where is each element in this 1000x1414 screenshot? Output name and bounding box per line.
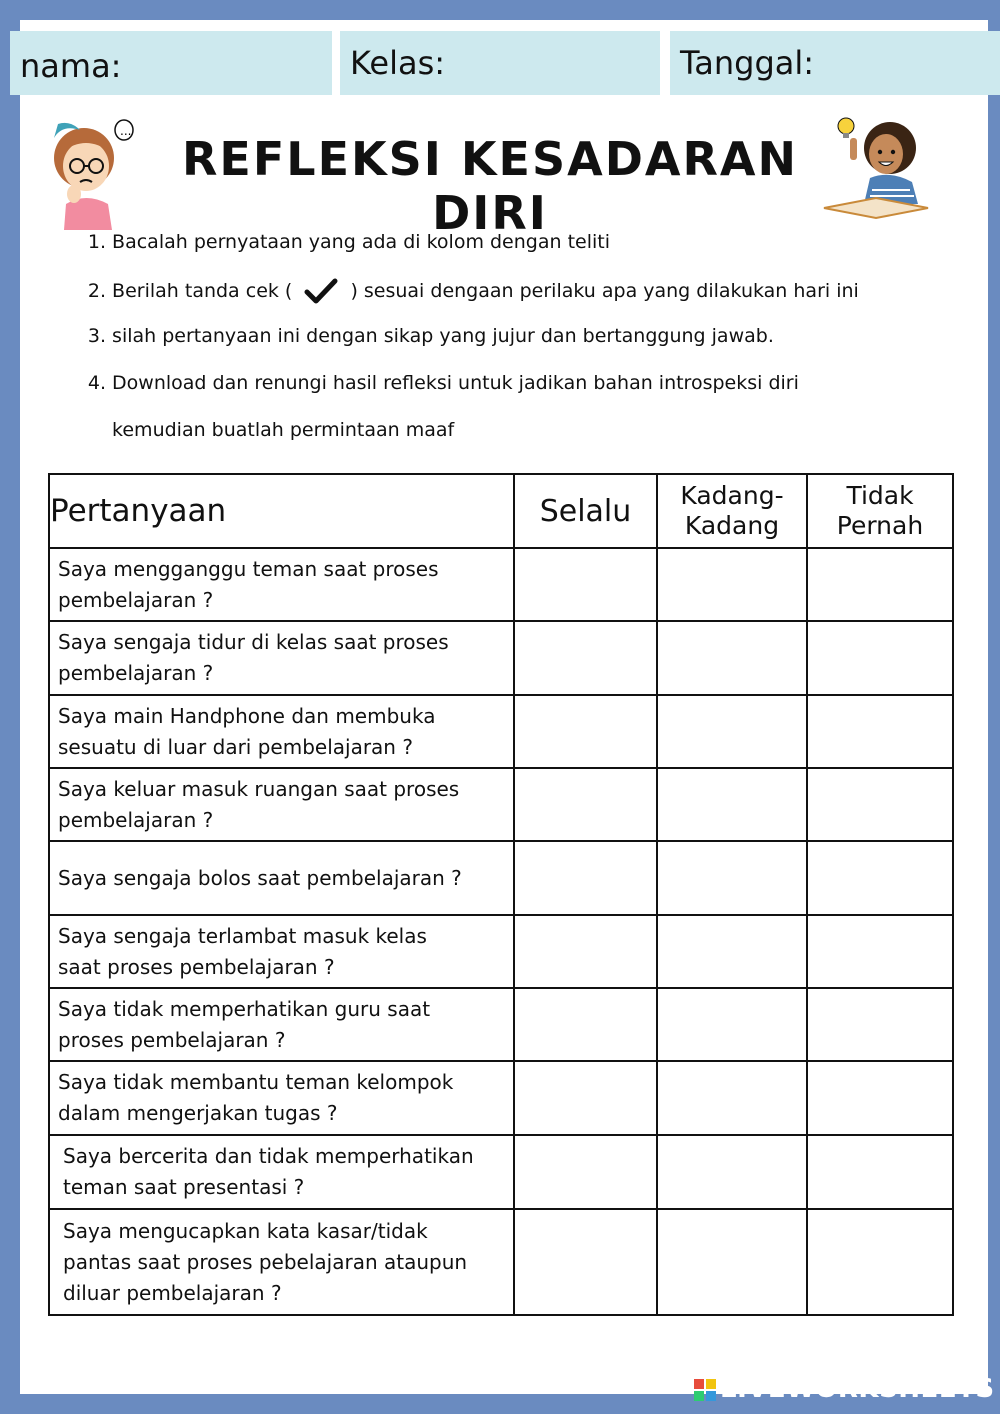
question-cell: Saya sengaja bolos saat pembelajaran ? — [49, 841, 514, 915]
answer-cell-kadang[interactable] — [657, 915, 807, 988]
name-field[interactable] — [10, 31, 332, 95]
table-row — [49, 988, 953, 1061]
answer-cell-selalu[interactable] — [514, 1209, 657, 1315]
liveworksheets-brand[interactable] — [694, 1372, 995, 1406]
answer-cell-tidak-pernah[interactable] — [807, 548, 953, 621]
header-question: Pertanyaan — [49, 474, 514, 548]
header-kadang: Kadang- Kadang — [657, 474, 807, 548]
name-label: nama: — [20, 47, 122, 85]
answer-cell-kadang[interactable] — [657, 841, 807, 915]
answer-cell-tidak-pernah[interactable] — [807, 695, 953, 768]
answer-cell-selalu[interactable] — [514, 988, 657, 1061]
answer-cell-kadang[interactable] — [657, 1061, 807, 1135]
question-cell: Saya sengaja terlambat masuk kelas saat proses pembelajaran ? — [49, 915, 514, 988]
answer-cell-tidak-pernah[interactable] — [807, 988, 953, 1061]
answer-cell-selalu[interactable] — [514, 548, 657, 621]
answer-cell-tidak-pernah[interactable] — [807, 768, 953, 841]
answer-cell-tidak-pernah[interactable] — [807, 841, 953, 915]
table-row — [49, 621, 953, 695]
idea-girl-illustration — [820, 112, 932, 224]
header-selalu: Selalu — [514, 474, 657, 548]
question-cell: Saya main Handphone dan membuka sesuatu di luar dari pembelajaran ? — [49, 695, 514, 768]
answer-cell-kadang[interactable] — [657, 548, 807, 621]
table-header-row — [49, 474, 953, 548]
instruction-item-continued: kemudian buatlah permintaan maaf — [112, 419, 455, 441]
answer-cell-selalu[interactable] — [514, 768, 657, 841]
header-tidak-pernah: Tidak Pernah — [807, 474, 953, 548]
footer-text: LIVEWORKSHEETS — [720, 1374, 995, 1404]
answer-cell-tidak-pernah[interactable] — [807, 621, 953, 695]
table-row — [49, 548, 953, 621]
date-label: Tanggal: — [680, 44, 815, 82]
answer-cell-selalu[interactable] — [514, 841, 657, 915]
question-cell: Saya mengganggu teman saat proses pembelajaran ? — [49, 548, 514, 621]
class-field[interactable] — [340, 31, 660, 95]
answer-cell-kadang[interactable] — [657, 1135, 807, 1209]
question-cell: Saya tidak membantu teman kelompok dalam mengerjakan tugas ? — [49, 1061, 514, 1135]
answer-cell-selalu[interactable] — [514, 915, 657, 988]
answer-cell-tidak-pernah[interactable] — [807, 915, 953, 988]
class-label: Kelas: — [350, 44, 446, 82]
answer-cell-tidak-pernah[interactable] — [807, 1135, 953, 1209]
answer-cell-kadang[interactable] — [657, 988, 807, 1061]
question-cell: Saya bercerita dan tidak memperhatikan teman saat presentasi ? — [49, 1135, 514, 1209]
checkmark-icon — [304, 278, 338, 304]
answer-cell-kadang[interactable] — [657, 695, 807, 768]
instruction-item: 3. silah pertanyaan ini dengan sikap yang jujur dan bertanggung jawab. — [87, 325, 774, 347]
table-row — [49, 841, 953, 915]
date-field[interactable] — [670, 31, 1000, 95]
answer-cell-selalu[interactable] — [514, 1135, 657, 1209]
thinking-girl-illustration — [40, 112, 140, 230]
answer-cell-kadang[interactable] — [657, 621, 807, 695]
table-row — [49, 695, 953, 768]
answer-cell-tidak-pernah[interactable] — [807, 1061, 953, 1135]
table-row — [49, 1061, 953, 1135]
question-cell: Saya keluar masuk ruangan saat proses pembelajaran ? — [49, 768, 514, 841]
answer-cell-kadang[interactable] — [657, 1209, 807, 1315]
question-cell: Saya mengucapkan kata kasar/tidak pantas saat proses pebelajaran ataupun diluar pembelajaran ? — [49, 1209, 514, 1315]
answer-cell-kadang[interactable] — [657, 768, 807, 841]
page-title: REFLEKSI KESADARAN DIRI — [181, 132, 798, 240]
question-cell: Saya sengaja tidur di kelas saat proses pembelajaran ? — [49, 621, 514, 695]
table-row — [49, 915, 953, 988]
svg-text:...: ... — [120, 124, 132, 138]
answer-cell-selalu[interactable] — [514, 695, 657, 768]
question-cell: Saya tidak memperhatikan guru saat proses pembelajaran ? — [49, 988, 514, 1061]
liveworksheets-logo-icon — [694, 1379, 716, 1401]
table-row — [49, 768, 953, 841]
instruction-item: 2. Berilah tanda cek ( ) sesuai dengaan perilaku apa yang dilakukan hari ini — [80, 278, 859, 304]
instruction-item: 1. Bacalah pernyataan yang ada di kolom dengan teliti — [87, 231, 610, 253]
answer-cell-selalu[interactable] — [514, 621, 657, 695]
answer-cell-selalu[interactable] — [514, 1061, 657, 1135]
table-row — [49, 1135, 953, 1209]
reflection-table — [48, 473, 954, 1316]
answer-cell-tidak-pernah[interactable] — [807, 1209, 953, 1315]
instruction-item: 4. Download dan renungi hasil refleksi untuk jadikan bahan introspeksi diri — [87, 372, 799, 394]
table-row — [49, 1209, 953, 1315]
